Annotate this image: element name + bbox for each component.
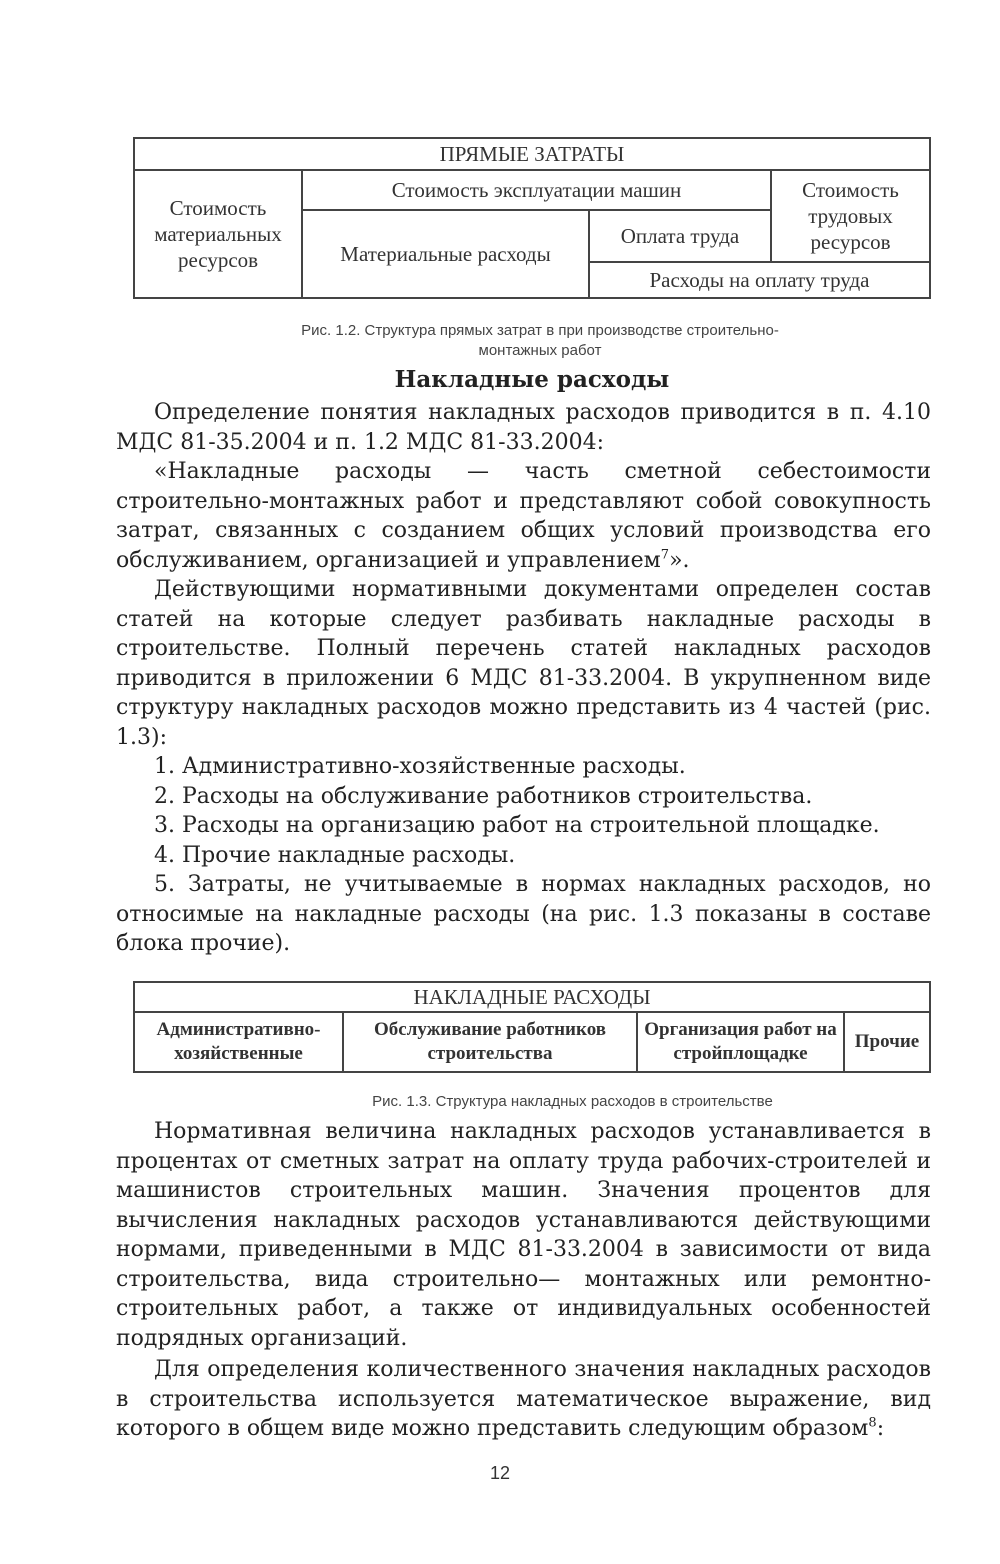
site-organization-cell: Организация работ на стройплощадке	[637, 1012, 844, 1072]
paragraph-quote: «Накладные расходы — часть сметной себестоимости строительно-монтажных работ и представляют собой совокупность затрат, связанных с созданием общих условий производства его обслуживанием, организацией и управлением$^7$».	[116, 459, 931, 573]
direct-costs-header: ПРЯМЫЕ ЗАТРАТЫ	[134, 138, 930, 170]
list-item: 2. Расходы на обслуживание работников строительства.	[154, 783, 813, 809]
overhead-header: НАКЛАДНЫЕ РАСХОДЫ	[134, 982, 930, 1012]
list-item: 1. Административно-хозяйственные расходы.	[154, 754, 686, 779]
text-block-2	[116, 1117, 931, 1444]
other-cell: Прочие	[844, 1012, 930, 1072]
figure-1-3-caption: Рис. 1.3. Структура накладных расходов в строительстве	[372, 1093, 773, 1110]
labor-resources-cell: Стоимость трудовых ресурсов	[771, 170, 930, 262]
footnote-7: 7	[660, 547, 670, 563]
list-item: 4. Прочие накладные расходы.	[154, 842, 516, 868]
wages-cell: Оплата труда	[589, 210, 771, 262]
direct-costs-diagram	[133, 137, 931, 299]
figure-1-2-caption-line2: монтажных работ	[478, 342, 602, 359]
footnote-8: 8	[868, 1415, 877, 1431]
text-block-1	[116, 398, 931, 959]
figure-1-2-caption-line1: Рис. 1.2. Структура прямых затрат в при производстве строительно-	[301, 322, 779, 339]
machine-operation-cell: Стоимость эксплуатации машин	[302, 170, 771, 210]
material-resources-cell: Стоимость материальных ресурсов	[134, 170, 302, 298]
material-expenses-cell: Материальные расходы	[302, 210, 589, 298]
wage-expenses-cell: Расходы на оплату труда	[589, 262, 930, 298]
paragraph-definition: Определение понятия накладных расходов приводится в п. 4.10 МДС 81-35.2004 и п. 1.2 МДС 81-33.2004:	[116, 400, 931, 455]
paragraph-norm: Нормативная величина накладных расходов устанавливается в процентах от сметных затрат на оплату труда рабочих-строителей и машинистов строительных машин. Значения процентов для вычисления накладных расходов устанавливаются действующими нормами, приведенными в МДС 81-33.2004 в зависимости от вида строительства, вида строительно— монтажных или ремонтно-строительных работ, а также от индивидуальных особенностей подрядных организаций.	[116, 1119, 931, 1351]
paragraph-composition: Действующими нормативными документами определен состав статей на которые следует разбивать накладные расходы в строительстве. Полный перечень статей накладных расходов приводится в приложении 6 МДС 81-33.2004. В укрупненном виде структуру накладных расходов можно представить из 4 частей (рис. 1.3):	[116, 577, 931, 750]
paragraph-formula-intro: Для определения количественного значения накладных расходов в строительства используется математическое выражение, вид которого в общем виде можно представить следующим образом$^8$:	[116, 1357, 931, 1441]
figure-1-2-caption	[150, 321, 930, 361]
list-item: 3. Расходы на организацию работ на строительной площадке.	[154, 813, 880, 838]
section-title: Накладные расходы	[394, 366, 670, 393]
overhead-costs-diagram	[133, 981, 931, 1073]
page-number: 12	[489, 1463, 511, 1483]
admin-cell: Административно-хозяйственные	[134, 1012, 343, 1072]
worker-service-cell: Обслуживание работников строительства	[343, 1012, 637, 1072]
list-item: 5. Затраты, не учитываемые в нормах накладных расходов, но относимые на накладные расходы (на рис. 1.3 показаны в составе блока прочие).	[116, 872, 931, 956]
